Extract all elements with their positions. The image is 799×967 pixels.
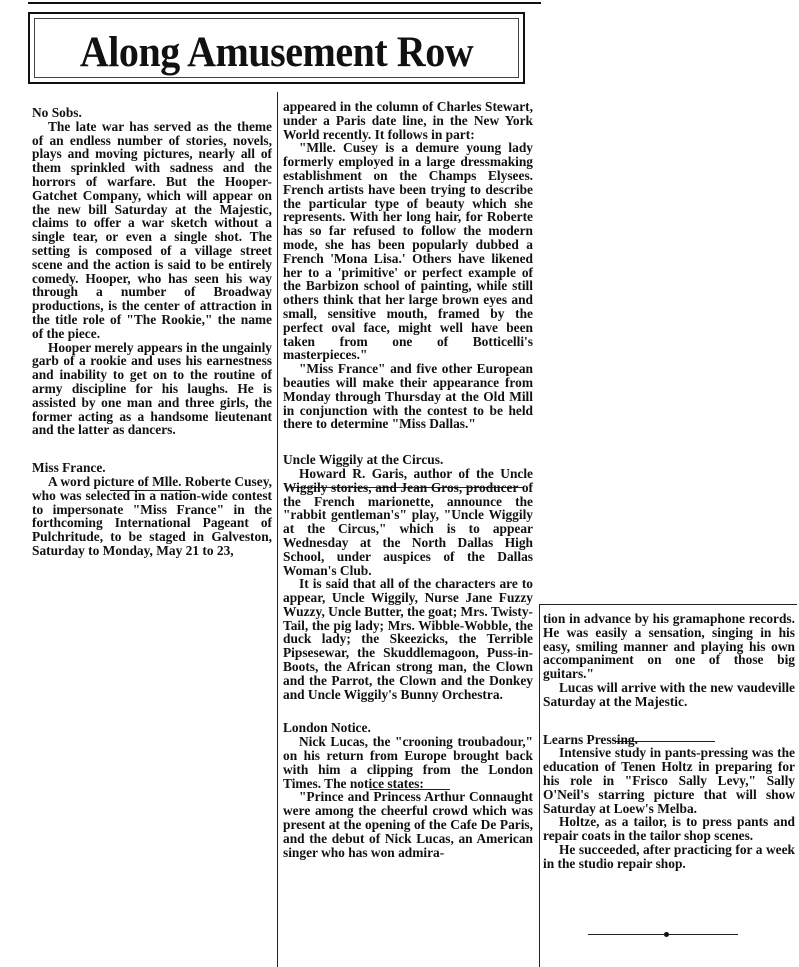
section-heading-miss-france: Miss France. xyxy=(32,460,106,476)
section-heading-no-sobs: No Sobs. xyxy=(32,105,82,120)
paragraph: Holtze, as a tailor, is to press pants and repair coats in the tailor shop scenes. xyxy=(543,814,795,844)
paragraph: "Mlle. Cusey is a demure young lady formerly employed in a large dressmaking establishment on the Champs Elysees. French artists have been trying to describe the particular type of beauty which she represents. With her long hair, for Roberte has so far refused to follow the modern mode, she has been popularly dubbed a French 'Mona Lisa.' Others have likened her to a 'primitive' or perfect example of the Barbizon school of painting, while still others think that her large brown eyes and small, sensitive mouth, framed by the perfect oval face, might well have been taken from one of Botticelli's masterpieces." xyxy=(283,140,533,363)
paragraph: A word picture of Mlle. Roberte Cusey, who was selected in a nation-wide contest to impersonate "Miss France" in the forthcoming International Pageant of Pulchritude, to be staged in Galveston, Saturday to Monday, May 21 to 23, xyxy=(32,473,272,558)
end-rule-dot xyxy=(664,932,669,937)
end-rule xyxy=(588,934,738,935)
paragraph: The late war has served as the theme of an endless number of stories, novels, plays and moving pictures, nearly all of them sprinkled with sadness and the horrors of warfare. But the Hooper-Gatchet Company, which will appear on the new bill Saturday at the Majestic, claims to offer a war sketch without a single tear, or even a single shot. The setting is composed of a village street scene and the action is said to be entirely comedy. Hooper, who has seen his way through a number of Broadway productions, is the center of attraction in the title role of "The Rookie," the name of the piece. xyxy=(32,118,272,341)
column-rule-1 xyxy=(277,92,278,967)
headline-box xyxy=(28,12,525,84)
paragraph: Lucas will arrive with the new vaudeville Saturday at the Majestic. xyxy=(543,679,795,709)
paragraph: It is said that all of the characters are to appear, Uncle Wiggily, Nurse Jane Fuzzy Wuzzy, Uncle Butter, the goat; Mrs. Twisty-Tail, the pig lady; Mrs. Wibble-Wobble, the duck lady; the Skeezicks, the Terrible Pipsesewar, the Skuddlemagoon, Puss-in-Boots, the African strong man, the Clown and the Parrot, the Clown and the Donkey and Uncle Wiggily's Bunny Orchestra. xyxy=(283,576,533,702)
paragraph: Howard R. Garis, author of the Uncle Wiggily stories, and Jean Gros, producer of the French marionette, announce the "rabbit gentleman's" play, "Uncle Wiggily at the Circus," which is to appear Wednesday at the North Dallas High School, under auspices of the Dallas Woman's Club. xyxy=(283,465,533,578)
column-1 xyxy=(32,106,272,558)
paragraph: appeared in the column of Charles Stewart, under a Paris date line, in the New York World recently. It follows in part: xyxy=(283,99,533,142)
paragraph: Hooper merely appears in the ungainly garb of a rookie and uses his earnestness and inability to get on to the routine of army discipline for his laughs. He is assisted by one man and three girls, the former acting as a handsome lieutenant and the latter as dancers. xyxy=(32,339,272,438)
paragraph: tion in advance by his gramaphone records. He was easily a sensation, singing in his easy, smiling manner and playing his own accompaniment on one of those big guitars." xyxy=(543,611,795,682)
column-3 xyxy=(543,612,795,871)
section-heading-learns-pressing: Learns Pressing. xyxy=(543,731,638,747)
paragraph: Nick Lucas, the "crooning troubadour," on his return from Europe brought back with him a clipping from the London Times. The notice states: xyxy=(283,734,533,791)
column-rule-2 xyxy=(539,604,540,967)
section-heading-uncle-wiggily: Uncle Wiggily at the Circus. xyxy=(283,452,444,468)
top-rule xyxy=(28,2,541,4)
page-title: Along Amusement Row xyxy=(79,29,474,76)
paragraph: Intensive study in pants-pressing was the education of Tenen Holtz in preparing for his role in "Frisco Sally Levy," Sally O'Neil's starring picture that will show Saturday at Loew's Melba. xyxy=(543,745,795,816)
paragraph: "Prince and Princess Arthur Connaught were among the cheerful crowd which was present at the opening of the Cafe De Paris, and the debut of Nick Lucas, an American singer who has won admira- xyxy=(283,789,533,860)
section-heading-london-notice: London Notice. xyxy=(283,720,371,736)
paragraph: "Miss France" and five other European beauties will make their appearance from Monday through Thursday at the Old Mill in conjunction with the contest to be held there to determine "Miss Dallas." xyxy=(283,361,533,432)
paragraph: He succeeded, after practicing for a week in the studio repair shop. xyxy=(543,841,795,871)
column-3-top-rule xyxy=(539,604,797,605)
column-2 xyxy=(283,100,533,859)
